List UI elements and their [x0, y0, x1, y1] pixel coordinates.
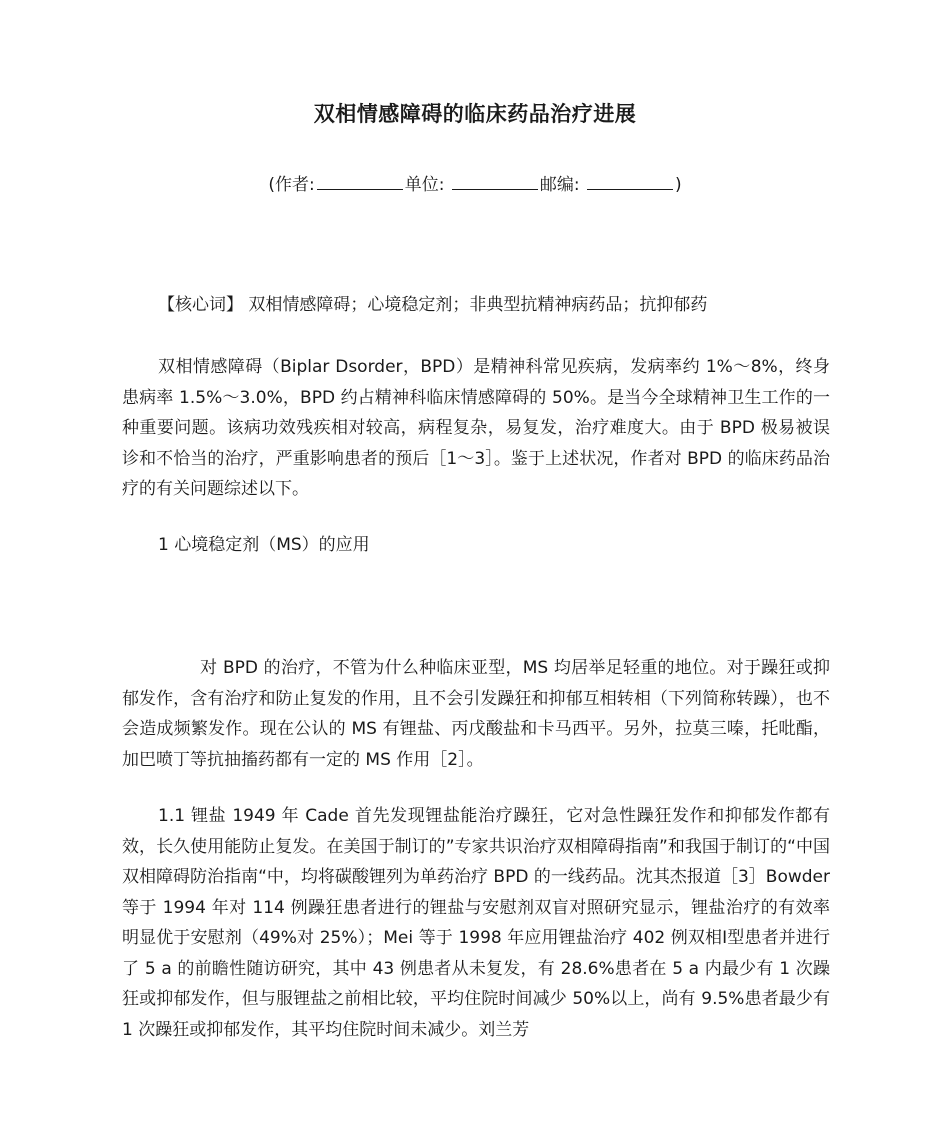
document-title: 双相情感障碍的临床药品治疗进展	[313, 102, 637, 126]
author-label: (作者:	[268, 175, 315, 195]
postcode-label: 邮编:	[539, 175, 585, 195]
intro-paragraph: 双相情感障碍（Biplar Dsorder，BPD）是精神科常见疾病，发病率约 1%～8%，终身患病率 1.5%～3.0%，BPD 约占精神科临床情感障碍的 50%。是当今全球精神卫生工作的一种重要问题。该病功效残疾相对较高，病程复杂，易复发，治疗难度大。由于 BPD 极易被误诊和不恰当的治疗，严重影响患者的预后［1～3］。鉴于上述状况，作者对 BPD 的临床药品治疗的有关问题综述以下。	[122, 357, 830, 499]
author-line-close: )	[675, 175, 682, 195]
postcode-blank	[587, 173, 673, 190]
keywords-line: 【核心词】 双相情感障碍；心境稳定剂；非典型抗精神病药品；抗抑郁药	[158, 295, 708, 315]
unit-label: 单位:	[404, 175, 450, 195]
body-paragraph: 对 BPD 的治疗，不管为什么种临床亚型，MS 均居举足轻重的地位。对于躁狂或抑郁发作，含有治疗和防止复发的作用，且不会引发躁狂和抑郁互相转相（下列简称转躁），也不会造成频繁发作。现在公认的 MS 有锂盐、丙戊酸盐和卡马西平。另外，拉莫三嗪，托吡酯，加巴喷丁等抗抽搐药都有一定的 MS 作用［2］。	[122, 658, 830, 770]
unit-blank	[452, 173, 538, 190]
author-blank	[317, 173, 403, 190]
section-heading: 1 心境稳定剂（MS）的应用	[158, 535, 370, 555]
body-paragraph-lithium: 1.1 锂盐 1949 年 Cade 首先发现锂盐能治疗躁狂，它对急性躁狂发作和抑郁发作都有效，长久使用能防止复发。在美国于制订的”专家共识治疗双相障碍指南”和我国于制订的“中国双相障碍防治指南“中，均将碳酸锂列为单药治疗 BPD 的一线药品。沈其杰报道［3］Bowder 等于 1994 年对 114 例躁狂患者进行的锂盐与安慰剂双盲对照研究显示，锂盐治疗的有效率明显优于安慰剂（49%对 25%）；Mei 等于 1998 年应用锂盐治疗 402 例双相Ⅰ型患者并进行了 5 a 的前瞻性随访研究，其中 43 例患者从未复发，有 28.6%患者在 5 a 内最少有 1 次躁狂或抑郁发作，但与服锂盐之前相比较，平均住院时间减少 50%以上，尚有 9.5%患者最少有 1 次躁狂或抑郁发作，其平均住院时间未减少。刘兰芳	[122, 806, 830, 1040]
author-info-line	[0, 170, 950, 195]
